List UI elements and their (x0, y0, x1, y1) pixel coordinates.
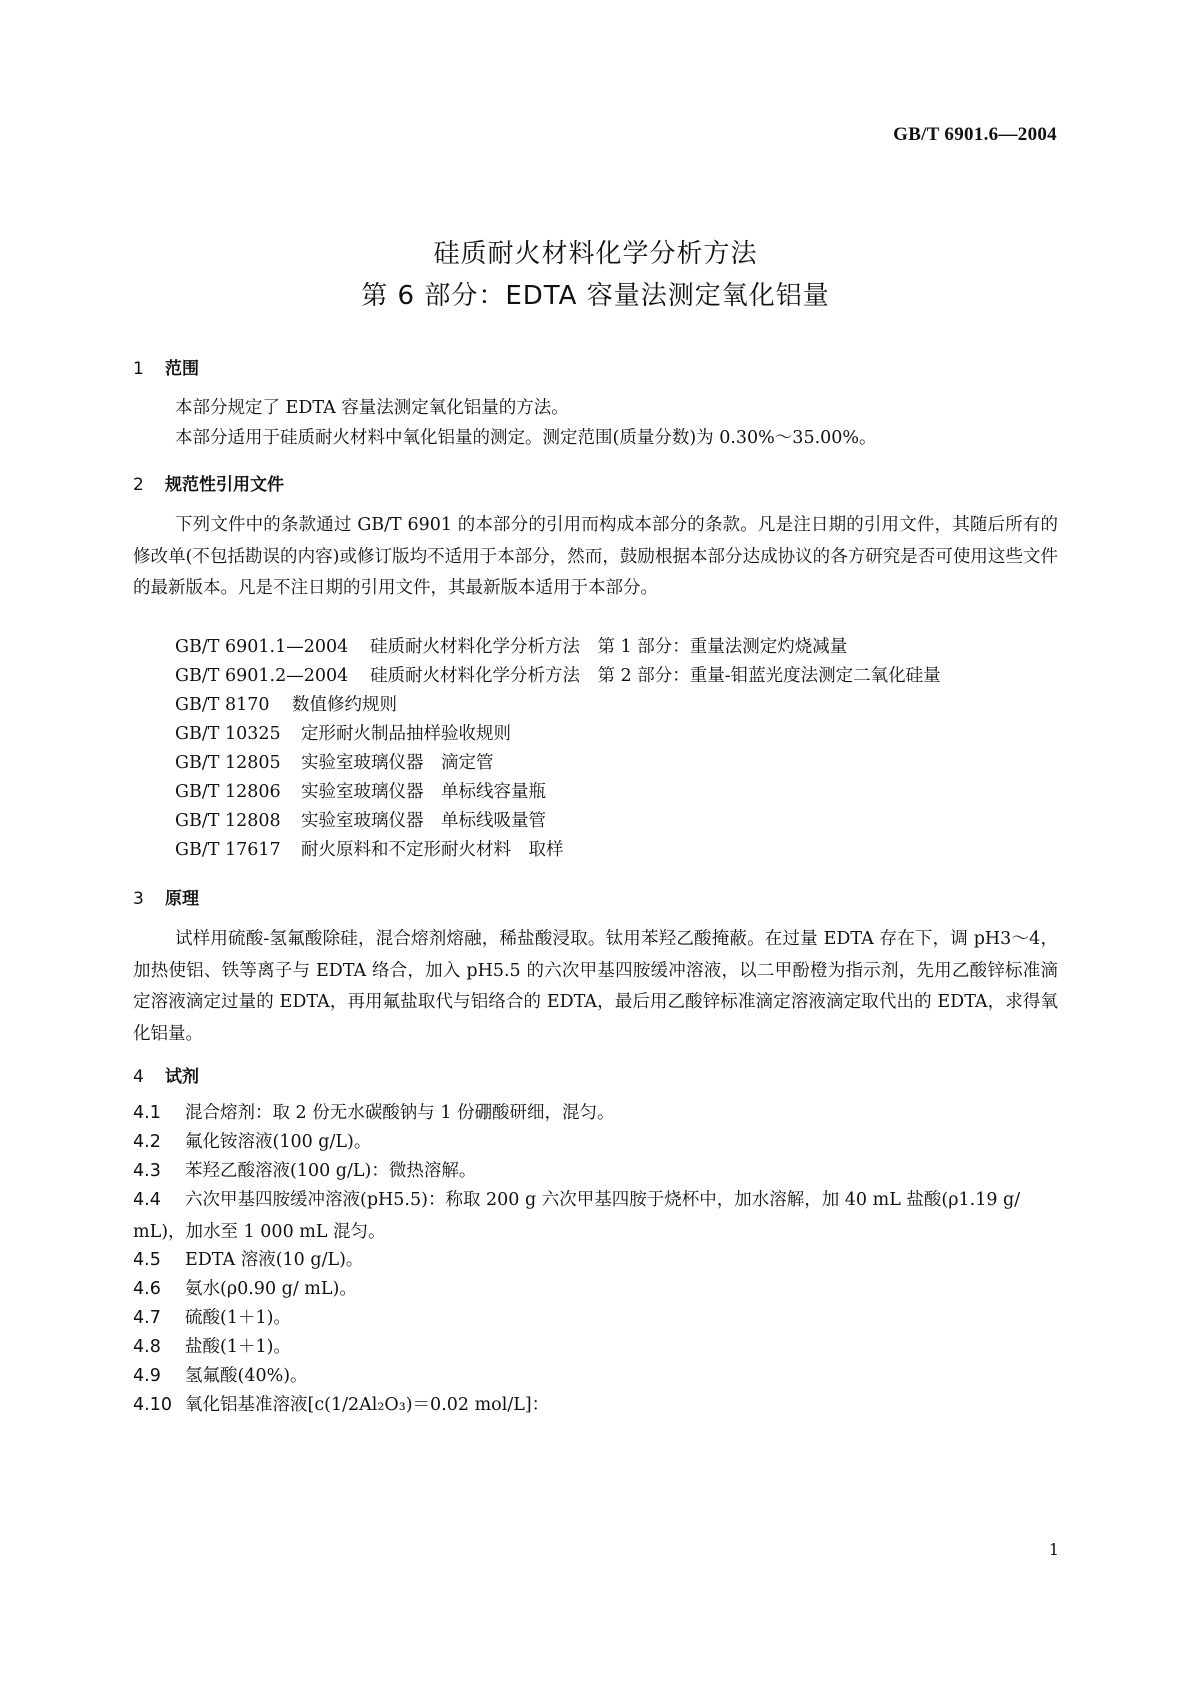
item-number: 4.4 (133, 1190, 161, 1210)
item-number: 4.9 (133, 1366, 161, 1386)
reagent-item (133, 1332, 1058, 1364)
item-text: 氨水(ρ0.90 g/ mL)。 (185, 1279, 357, 1299)
reagent-item (133, 1127, 1058, 1159)
reagent-item (133, 1098, 1058, 1130)
reference-code: GB/T 17617 (175, 840, 281, 860)
reference-title: 耐火原料和不定形耐火材料 取样 (301, 840, 564, 860)
reference-title: 实验室玻璃仪器 滴定管 (301, 753, 494, 773)
reagent-item (133, 1156, 1058, 1188)
reagent-item (133, 1245, 1058, 1277)
reference-title: 实验室玻璃仪器 单标线容量瓶 (301, 782, 546, 802)
reference-code: GB/T 12805 (175, 753, 281, 773)
reagent-item (133, 1185, 1058, 1248)
item-text: 氟化铵溶液(100 g/L)。 (185, 1132, 372, 1152)
reference-title: 定形耐火制品抽样验收规则 (301, 724, 511, 744)
reference-item (175, 749, 494, 774)
reference-code: GB/T 6901.1—2004 (175, 637, 349, 657)
document-subtitle: 第 6 部分：EDTA 容量法测定氧化铝量 (361, 281, 830, 311)
reference-item (175, 720, 511, 745)
item-text: 六次甲基四胺缓冲溶液(pH5.5)：称取 200 g 六次甲基四胺于烧杯中，加水溶解，加 40 mL 盐酸(ρ1.19 g/ mL)，加水至 1 000 mL 混匀。 (133, 1190, 1021, 1242)
document-title: 硅质耐火材料化学分析方法 (433, 239, 758, 269)
section-heading-reagents (133, 1062, 199, 1087)
reagent-item (133, 1303, 1058, 1335)
paragraph: 本部分规定了 EDTA 容量法测定氧化铝量的方法。 (175, 398, 569, 418)
paragraph: 本部分适用于硅质耐火材料中氧化铝量的测定。测定范围(质量分数)为 0.30%～35.00%。 (175, 428, 877, 448)
reagent-item (133, 1361, 1058, 1393)
reagent-item (133, 1274, 1058, 1306)
reference-code: GB/T 6901.2—2004 (175, 666, 349, 686)
item-text: 硫酸(1＋1)。 (185, 1308, 291, 1328)
item-number: 4.3 (133, 1161, 161, 1181)
section-title: 范围 (165, 359, 199, 379)
reference-item (175, 836, 564, 861)
section-number: 3 (133, 889, 144, 909)
item-text: 苯羟乙酸溶液(100 g/L)：微热溶解。 (185, 1161, 477, 1181)
item-number: 4.8 (133, 1337, 161, 1357)
reference-item (175, 662, 941, 687)
standard-code: GB/T 6901.6—2004 (893, 124, 1057, 145)
reference-title: 硅质耐火材料化学分析方法 第 1 部分：重量法测定灼烧减量 (370, 637, 848, 657)
reference-item (175, 633, 847, 658)
section-heading-normative-references (133, 470, 284, 495)
reagent-item (133, 1390, 1058, 1422)
section-title: 原理 (165, 889, 199, 909)
reference-item (175, 807, 546, 832)
reference-code: GB/T 12808 (175, 811, 281, 831)
item-text: 氧化铝基准溶液[c(1/2Al₂O₃)＝0.02 mol/L]： (185, 1395, 550, 1415)
item-text: EDTA 溶液(10 g/L)。 (185, 1250, 364, 1270)
reference-item (175, 778, 546, 803)
reference-title: 硅质耐火材料化学分析方法 第 2 部分：重量-钼蓝光度法测定二氧化硅量 (370, 666, 941, 686)
reference-title: 实验室玻璃仪器 单标线吸量管 (301, 811, 546, 831)
paragraph: 试样用硫酸-氢氟酸除硅，混合熔剂熔融，稀盐酸浸取。钛用苯羟乙酸掩蔽。在过量 EDTA 存在下，调 pH3～4，加热使铝、铁等离子与 EDTA 络合，加入 pH5.5 的六次甲基四胺缓冲溶液，以二甲酚橙为指示剂，先用乙酸锌标准滴定溶液滴定过量的 EDTA，再用氟盐取代与铝络合的 EDTA，最后用乙酸锌标准滴定溶液滴定取代出的 EDTA，求得氧化铝量。 (133, 929, 1058, 1044)
item-number: 4.5 (133, 1250, 161, 1270)
reference-item (175, 691, 397, 716)
item-number: 4.6 (133, 1279, 161, 1299)
section-heading-principle (133, 884, 199, 909)
item-number: 4.7 (133, 1308, 161, 1328)
item-number: 4.2 (133, 1132, 161, 1152)
item-text: 氢氟酸(40%)。 (185, 1366, 308, 1386)
section-number: 4 (133, 1067, 144, 1087)
reference-code: GB/T 8170 (175, 695, 270, 715)
section-number: 2 (133, 475, 144, 495)
section-title: 规范性引用文件 (165, 475, 284, 495)
item-text: 盐酸(1＋1)。 (185, 1337, 291, 1357)
page-number: 1 (1048, 1540, 1059, 1559)
reference-code: GB/T 10325 (175, 724, 281, 744)
section-number: 1 (133, 359, 144, 379)
reference-title: 数值修约规则 (292, 695, 397, 715)
reference-code: GB/T 12806 (175, 782, 281, 802)
paragraph: 下列文件中的条款通过 GB/T 6901 的本部分的引用而构成本部分的条款。凡是注日期的引用文件，其随后所有的修改单(不包括勘误的内容)或修订版均不适用于本部分，然而，鼓励根据本部分达成协议的各方研究是否可使用这些文件的最新版本。凡是不注日期的引用文件，其最新版本适用于本部分。 (133, 515, 1058, 598)
section-heading-scope (133, 354, 199, 379)
item-number: 4.1 (133, 1103, 161, 1123)
item-number: 4.10 (133, 1395, 172, 1415)
item-text: 混合熔剂：取 2 份无水碳酸钠与 1 份硼酸研细，混匀。 (185, 1103, 615, 1123)
section-title: 试剂 (165, 1067, 199, 1087)
